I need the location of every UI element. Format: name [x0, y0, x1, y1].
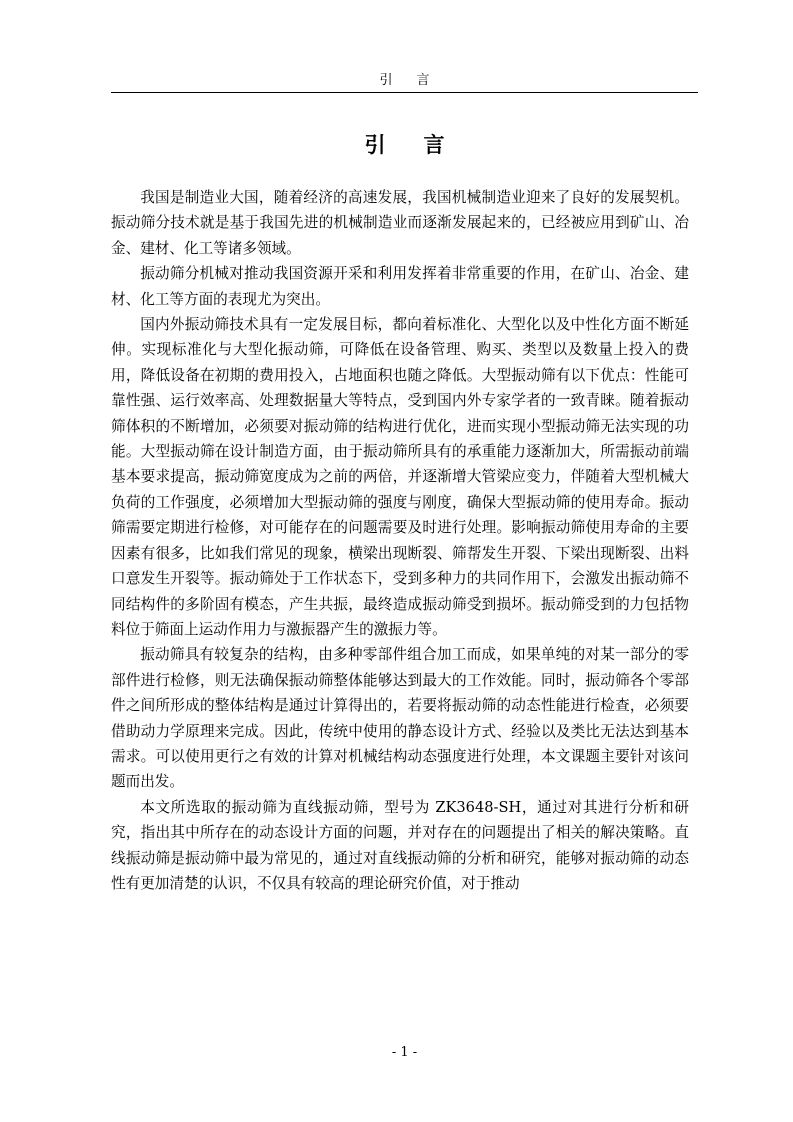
paragraph: 振动筛具有较复杂的结构，由多种零部件组合加工而成，如果单纯的对某一部分的零部件进行检修，则无法确保振动筛整体能够达到最大的工作效能。同时，振动筛各个零部件之间所形成的整体结构是通过计算得出的，若要将振动筛的动态性能进行检查，必须要借助动力学原理来完成。因此，传统中使用的静态设计方式、经验以及类比无法达到基本需求。可以使用更行之有效的计算对机械结构动态强度进行处理，本文课题主要针对该问题而出发。 — [111, 646, 689, 791]
paragraph: 振动筛分机械对推动我国资源开采和利用发挥着非常重要的作用，在矿山、冶金、建材、化工等方面的表现尤为突出。 — [111, 265, 689, 308]
page-title: 引言 — [364, 132, 483, 157]
paragraph: 我国是制造业大国，随着经济的高速发展，我国机械制造业迎来了良好的发展契机。振动筛分技术就是基于我国先进的机械制造业而逐渐发展起来的，已经被应用到矿山、冶金、建材、化工等诸多领域。 — [111, 189, 689, 257]
running-header: 引言 — [379, 73, 454, 88]
body-text — [111, 185, 689, 896]
header-divider — [111, 92, 698, 93]
paragraph: 本文所选取的振动筛为直线振动筛，型号为 ZK3648-SH，通过对其进行分析和研究，指出其中所存在的动态设计方面的问题，并对存在的问题提出了相关的解决策略。直线振动筛是振动筛中最为常见的，通过对直线振动筛的分析和研究，能够对振动筛的动态性有更加清楚的认识，不仅具有较高的理论研究价值，对于推动 — [111, 798, 689, 892]
page-number: - 1 - — [391, 1045, 418, 1060]
paragraph: 国内外振动筛技术具有一定发展目标，都向着标准化、大型化以及中性化方面不断延伸。实现标准化与大型化振动筛，可降低在设备管理、购买、类型以及数量上投入的费用，降低设备在初期的费用投入，占地面积也随之降低。大型振动筛有以下优点：性能可靠性强、运行效率高、处理数据量大等特点，受到国内外专家学者的一致青睐。随着振动筛体积的不断增加，必须要对振动筛的结构进行优化，进而实现小型振动筛无法实现的功能。大型振动筛在设计制造方面，由于振动筛所具有的承重能力逐渐加大，所需振动前端基本要求提高，振动筛宽度成为之前的两倍，并逐渐增大管梁应变力，伴随着大型机械大负荷的工作强度，必须增加大型振动筛的强度与刚度，确保大型振动筛的使用寿命。振动筛需要定期进行检修，对可能存在的问题需要及时进行处理。影响振动筛使用寿命的主要因素有很多，比如我们常见的现象，横梁出现断裂、筛帮发生开裂、下梁出现断裂、出料口意发生开裂等。振动筛处于工作状态下，受到多种力的共同作用下，会激发出振动筛不同结构件的多阶固有模态，产生共振，最终造成振动筛受到损坏。振动筛受到的力包括物料位于筛面上运动作用力与激振器产生的激振力等。 — [111, 316, 689, 638]
